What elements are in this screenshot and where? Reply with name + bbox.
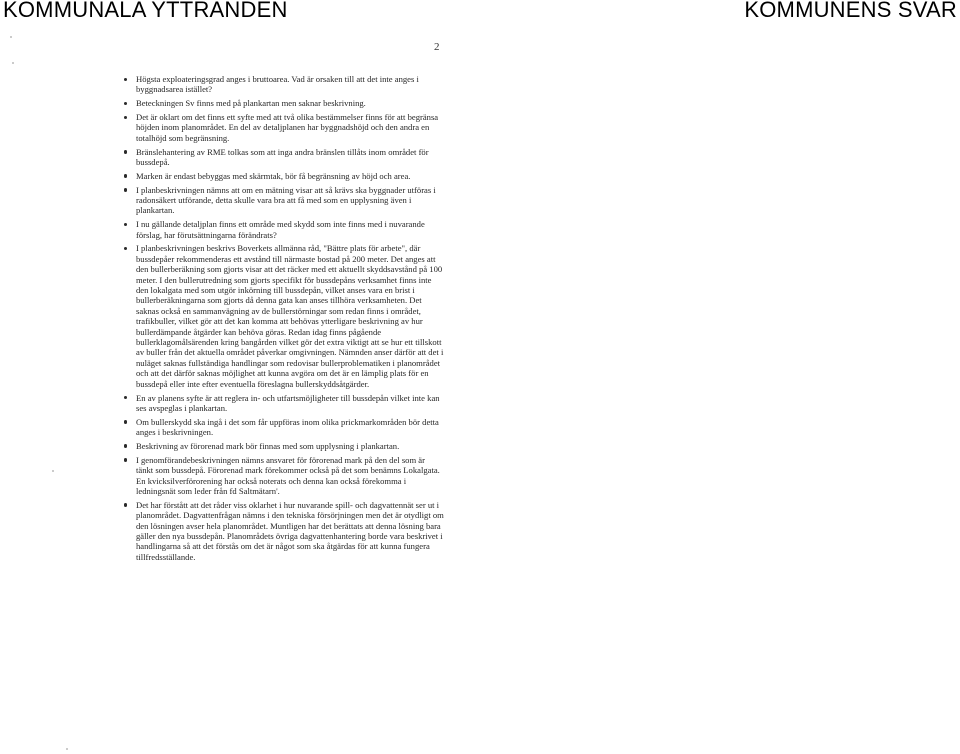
list-item: Det är oklart om det finns ett syfte med att två olika bestämmelser finns för att begränsa höjden inom planområdet. En del av detaljplanen har byggnadshöjd och den andra en totalhöjd som begränsning. <box>122 112 444 143</box>
scan-speck <box>12 62 14 64</box>
list-item: Högsta exploateringsgrad anges i bruttoarea. Vad är orsaken till att det inte anges i byggnadsarea istället? <box>122 74 444 95</box>
scan-speck <box>66 748 68 750</box>
header-left-title: KOMMUNALA YTTRANDEN <box>3 0 288 22</box>
list-item: Beteckningen Sv finns med på plankartan men saknar beskrivning. <box>122 98 444 108</box>
list-item: En av planens syfte är att reglera in- och utfartsmöjligheter till bussdepån vilket inte kan ses avspeglas i plankartan. <box>122 393 444 414</box>
list-item: I genomförandebeskrivningen nämns ansvaret för förorenad mark på den del som är tänkt som bussdepå. Förorenad mark förekommer också på det som benämns Lokalgata. En kvicksilverförorening har också noterats och denna kan också förekomma i ledningsnät som leder från fd Saltmätarn'. <box>122 455 444 497</box>
bullet-list <box>122 74 444 566</box>
list-item: Om bullerskydd ska ingå i det som får uppföras inom olika prickmarkområden bör detta anges i beskrivningen. <box>122 417 444 438</box>
header-right-title: KOMMUNENS SVAR <box>744 0 957 22</box>
page-number: 2 <box>434 41 440 53</box>
list-item: Marken är endast bebyggas med skärmtak, bör få begränsning av höjd och area. <box>122 171 444 181</box>
list-item: I planbeskrivningen nämns att om en mätning visar att så krävs ska byggnader utföras i radonsäkert utförande, detta skulle vara bra att få med som en upplysning även i plankartan. <box>122 185 444 216</box>
list-item: I nu gällande detaljplan finns ett område med skydd som inte finns med i nuvarande förslag, har förutsättningarna förändrats? <box>122 219 444 240</box>
list-item: Beskrivning av förorenad mark bör finnas med som upplysning i plankartan. <box>122 441 444 451</box>
list-item: Det har förstått att det råder viss oklarhet i hur nuvarande spill- och dagvattennät ser ut i planområdet. Dagvattenfrågan nämns i den tekniska försörjningen men det är otydligt om den lösningen avser hela planområdet. Muntligen har det berättats att denna lösning bara gäller den nya bussdepån. Planområdets övriga dagvattenhantering borde vara beskrivet i handlingarna så att det förstås om det är något som ska åtgärdas för att kunna fungera tillfredsställande. <box>122 500 444 562</box>
scan-speck <box>52 470 54 472</box>
list-item: Bränslehantering av RME tolkas som att inga andra bränslen tillåts inom området för bussdepå. <box>122 147 444 168</box>
list-item: I planbeskrivningen beskrivs Boverkets allmänna råd, "Bättre plats för arbete", där bussdepåer rekommenderas ett avstånd till närmaste bostad på 200 meter. Det anges att den bullerberäkning som gjorts visar att det räcker med ett aktuellt skyddsavstånd på 100 meter. I den bullerutredning som gjorts specifikt för bussdepåns verksamhet finns inte den lokalgata med som utgör inkörning till bussdepån, vilket anses vara en brist i bullerberäkningarna som gjorts då denna gata kan anses tillhöra verksamheten. Det saknas också en sammanvägning av de bullerstörningar som redan finns i området, trafikbuller, vilket gör att det kan komma att behövas ytterligare beskrivning av hur bullerdämpande åtgärder kan behöva göras. Redan idag finns pågående bullerklagomålsärenden kring bangården vilket gör det extra viktigt att se hur ett tillskott av buller från det aktuella området påverkar omgivningen. Nämnden anser därför att det i nuläget saknas fullständiga handlingar som redovisar bullerproblematiken i planområdet och att det därför saknas möjlighet att kunna avgöra om det är en lämplig plats för en bussdepå eller inte efter eventuella föreslagna bullerskyddsåtgärder. <box>122 243 444 389</box>
scan-speck <box>10 36 12 38</box>
